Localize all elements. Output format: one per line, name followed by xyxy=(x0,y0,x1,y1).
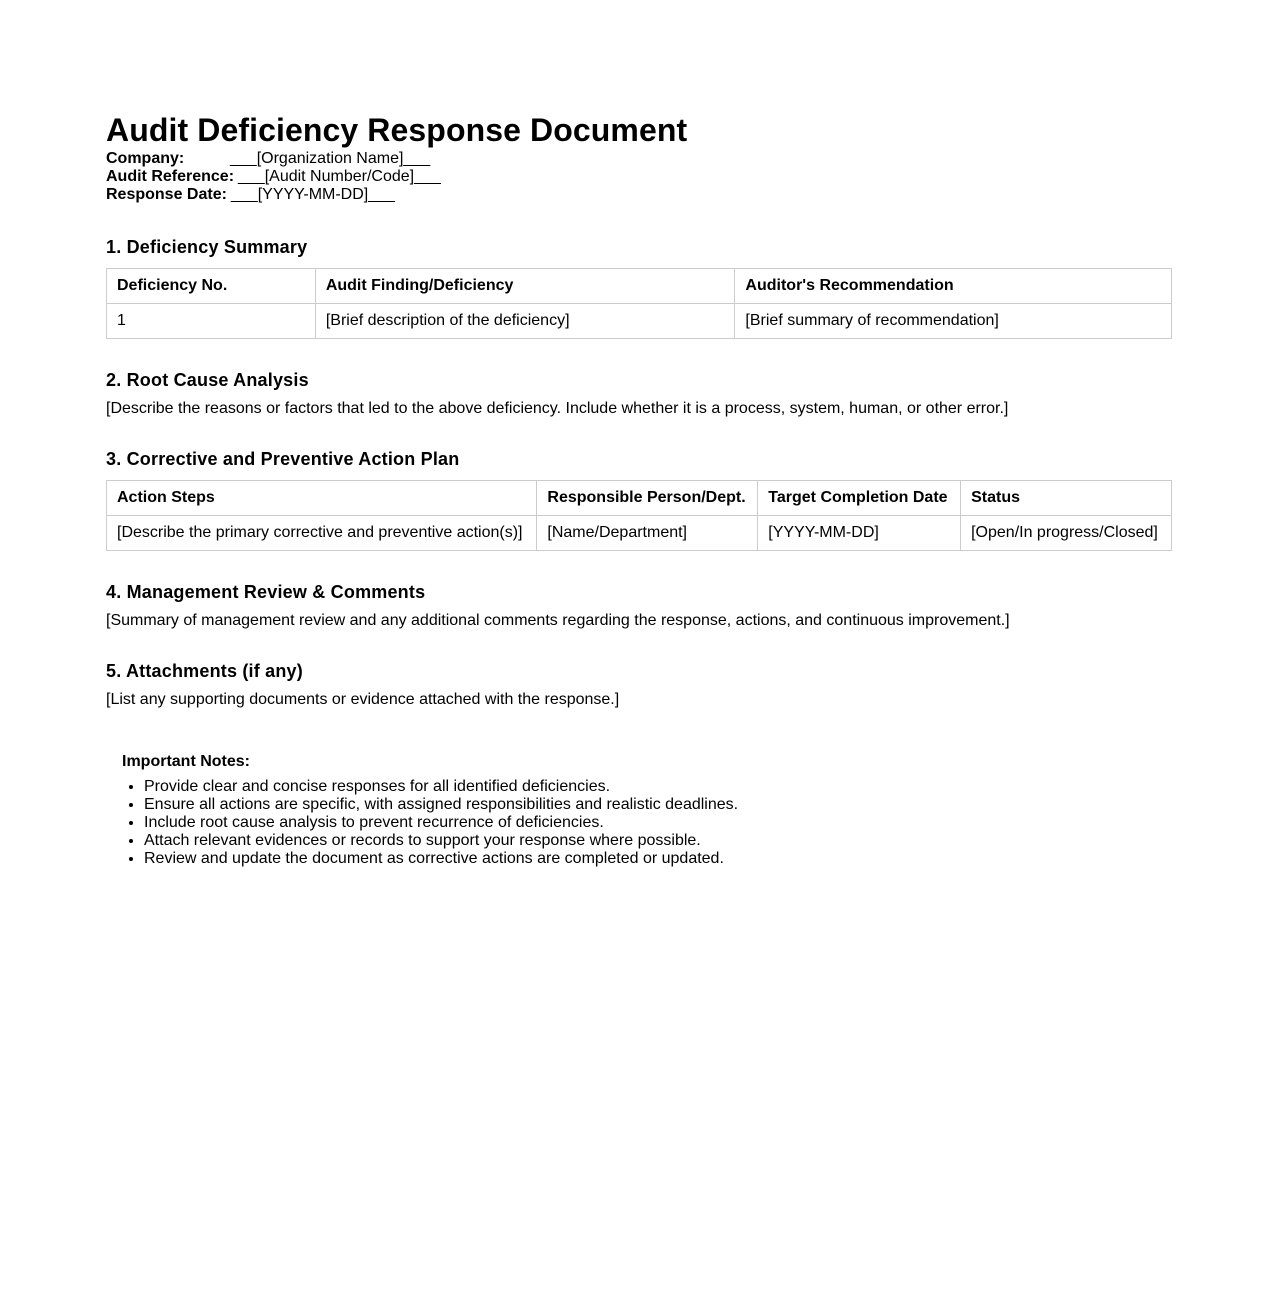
deficiency-summary-heading: 1. Deficiency Summary xyxy=(106,237,308,257)
notes-list xyxy=(122,778,1172,868)
document-title: Audit Deficiency Response Document xyxy=(106,112,688,148)
attachments-heading: 5. Attachments (if any) xyxy=(106,661,303,681)
list-item: • Attach relevant evidences or records to support your response where possible. xyxy=(144,832,1172,850)
table-row xyxy=(107,516,1172,551)
table-header-row xyxy=(107,269,1172,304)
table-cell: [Brief description of the deficiency] xyxy=(315,304,735,339)
column-header: Audit Finding/Deficiency xyxy=(315,269,735,304)
deficiency-summary-table xyxy=(106,268,1172,339)
attachments-text: [List any supporting documents or evidence attached with the response.] xyxy=(106,691,620,708)
action-plan-table xyxy=(106,480,1172,551)
table-cell: 1 xyxy=(107,304,316,339)
document-meta xyxy=(106,150,1172,204)
root-cause-text: [Describe the reasons or factors that led to the above deficiency. Include whether it is a process, system, human, or other error.] xyxy=(106,400,1009,417)
management-review-heading: 4. Management Review & Comments xyxy=(106,582,426,602)
column-header: Responsible Person/Dept. xyxy=(537,481,758,516)
action-plan-heading: 3. Corrective and Preventive Action Plan xyxy=(106,449,460,469)
table-row xyxy=(107,304,1172,339)
management-review-text: [Summary of management review and any additional comments regarding the response, actions, and continuous improvement.] xyxy=(106,612,1010,629)
company-row xyxy=(106,150,1172,168)
list-item: • Provide clear and concise responses for all identified deficiencies. xyxy=(144,778,1172,796)
important-notes xyxy=(106,753,1172,868)
list-item: • Include root cause analysis to prevent recurrence of deficiencies. xyxy=(144,814,1172,832)
audit-reference-value: ___[Audit Number/Code]___ xyxy=(238,168,441,185)
table-cell: [Name/Department] xyxy=(537,516,758,551)
column-header: Target Completion Date xyxy=(758,481,961,516)
audit-reference-row xyxy=(106,168,1172,186)
table-cell: [Open/In progress/Closed] xyxy=(961,516,1172,551)
response-date-label: Response Date: xyxy=(106,186,227,203)
column-header: Status xyxy=(961,481,1172,516)
column-header: Auditor's Recommendation xyxy=(735,269,1172,304)
audit-reference-label: Audit Reference: xyxy=(106,168,235,185)
table-cell: [YYYY-MM-DD] xyxy=(758,516,961,551)
company-label: Company: xyxy=(106,150,185,167)
list-item: • Ensure all actions are specific, with assigned responsibilities and realistic deadlines. xyxy=(144,796,1172,814)
table-cell: [Describe the primary corrective and preventive action(s)] xyxy=(107,516,537,551)
response-date-row xyxy=(106,186,1172,204)
notes-title: Important Notes: xyxy=(122,753,250,770)
response-date-value: ___[YYYY-MM-DD]___ xyxy=(231,186,395,203)
column-header: Action Steps xyxy=(107,481,537,516)
root-cause-heading: 2. Root Cause Analysis xyxy=(106,370,309,390)
column-header: Deficiency No. xyxy=(107,269,316,304)
list-item: • Review and update the document as corrective actions are completed or updated. xyxy=(144,850,1172,868)
table-cell: [Brief summary of recommendation] xyxy=(735,304,1172,339)
table-header-row xyxy=(107,481,1172,516)
company-value: ___[Organization Name]___ xyxy=(230,150,431,167)
